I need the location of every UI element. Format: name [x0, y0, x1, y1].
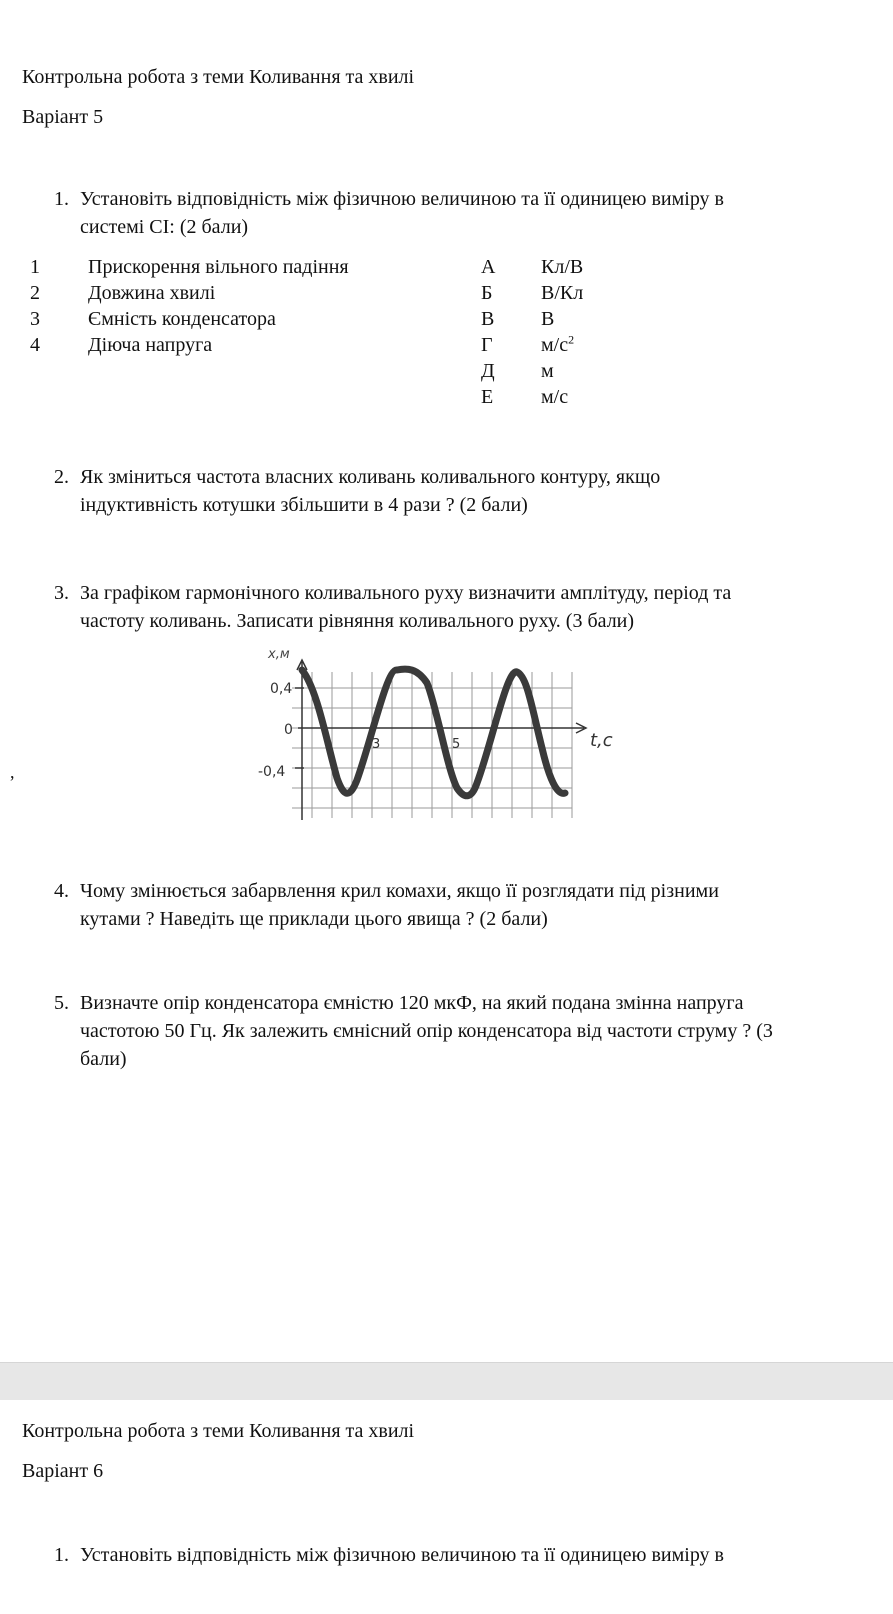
- page-variant-6: [0, 1400, 893, 1614]
- page-separator: [0, 1362, 893, 1402]
- y-tick-label: 0,4: [270, 681, 293, 697]
- option-letter: Г: [481, 334, 493, 356]
- question-text-line: Визначте опір конденсатора ємністю 120 мкФ, на який подана змінна напруга: [80, 992, 744, 1014]
- page-title: Контрольна робота з теми Коливання та хвилі: [22, 66, 415, 88]
- question-text-line: Установіть відповідність між фізичною величиною та її одиницею виміру в: [80, 1544, 725, 1566]
- question-text-line: кутами ? Наведіть ще приклади цього явища ? (2 бали): [80, 908, 548, 930]
- x-tick-label: 3: [372, 737, 381, 752]
- oscillation-graph: [258, 647, 662, 828]
- option-letter: Е: [481, 386, 494, 408]
- question-text-line: Установіть відповідність між фізичною величиною та її одиницею виміру в: [80, 188, 725, 210]
- y-tick-label: -0,4: [258, 764, 286, 780]
- question-text-line: бали): [80, 1048, 127, 1070]
- option-letter: А: [481, 256, 496, 278]
- quantity-label: Довжина хвилі: [88, 282, 216, 304]
- question-text-line: системі СІ: (2 бали): [80, 216, 249, 238]
- quantity-label: Ємність конденсатора: [88, 308, 276, 330]
- y-axis-label: x,м: [268, 647, 290, 662]
- question-number: 3.: [54, 582, 69, 604]
- unit-label: м: [541, 360, 554, 382]
- row-number: 3: [30, 308, 40, 330]
- question-number: 4.: [54, 880, 69, 902]
- question-text-line: частоту коливань. Записати рівняння коливального руху. (3 бали): [80, 610, 635, 632]
- option-letter: В: [481, 308, 495, 330]
- question-number: 1.: [54, 188, 69, 210]
- question-number: 5.: [54, 992, 69, 1014]
- question-number: 2.: [54, 466, 69, 488]
- unit-label: В/Кл: [541, 282, 584, 304]
- row-number: 4: [30, 334, 40, 356]
- quantity-label: Прискорення вільного падіння: [88, 256, 349, 278]
- option-letter: Б: [481, 282, 493, 304]
- quantity-label: Діюча напруга: [88, 334, 213, 356]
- matching-table: [0, 254, 893, 414]
- unit-label: Кл/В: [541, 256, 584, 278]
- row-number: 1: [30, 256, 40, 278]
- row-number: 2: [30, 282, 40, 304]
- stray-mark: ,: [10, 762, 15, 782]
- variant-label: Варіант 6: [22, 1460, 104, 1482]
- question-text-line: Як зміниться частота власних коливань коливального контуру, якщо: [80, 466, 661, 488]
- question-number: 1.: [54, 1544, 69, 1566]
- page-title: Контрольна робота з теми Коливання та хвилі: [22, 1420, 415, 1442]
- x-tick-label: 5: [452, 737, 461, 752]
- y-tick-label: 0: [284, 722, 293, 738]
- option-letter: Д: [481, 360, 495, 382]
- unit-label: $м/с^2$: [541, 332, 575, 356]
- question-text-line: частотою 50 Гц. Як залежить ємнісний опір конденсатора від частоти струму ? (3: [80, 1020, 773, 1042]
- question-text-line: індуктивність котушки збільшити в 4 рази ? (2 бали): [80, 494, 528, 516]
- question-text-line: Чому змінюється забарвлення крил комахи, якщо її розглядати під різними: [80, 880, 719, 902]
- variant-label: Варіант 5: [22, 106, 104, 128]
- unit-label: В: [541, 308, 555, 330]
- unit-label: м/с: [541, 386, 569, 408]
- question-text-line: За графіком гармонічного коливального руху визначити амплітуду, період та: [80, 582, 732, 604]
- x-axis-label: t,c: [590, 730, 613, 751]
